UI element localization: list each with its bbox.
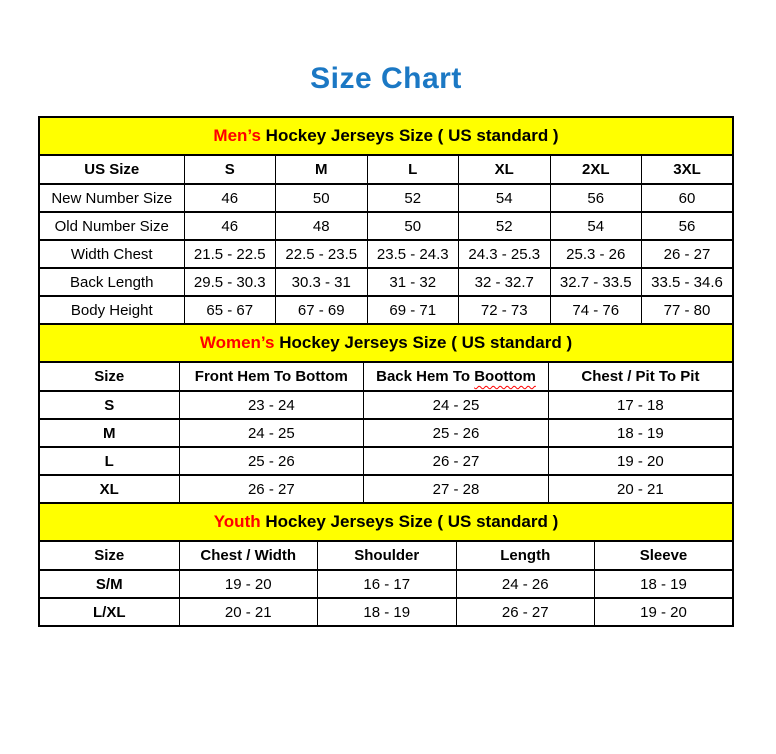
cell-value: 69 - 71 xyxy=(367,296,459,324)
row-label: New Number Size xyxy=(39,184,184,212)
cell-value: 23.5 - 24.3 xyxy=(367,240,459,268)
table-row xyxy=(39,296,733,324)
cell-value: 52 xyxy=(459,212,551,240)
cell-value: 19 - 20 xyxy=(595,598,734,626)
cell-value: 46 xyxy=(184,212,276,240)
cell-value: 27 - 28 xyxy=(364,475,549,503)
cell-value: 32.7 - 33.5 xyxy=(550,268,642,296)
cell-value: 24.3 - 25.3 xyxy=(459,240,551,268)
column-header: US Size xyxy=(39,155,184,184)
section-heading-highlight: Men’s xyxy=(213,126,261,145)
cell-value: 24 - 26 xyxy=(456,570,595,598)
column-header: Shoulder xyxy=(318,541,457,570)
row-label: Old Number Size xyxy=(39,212,184,240)
cell-value: 77 - 80 xyxy=(642,296,734,324)
column-header: Size xyxy=(39,541,179,570)
column-header-text: Back Hem To xyxy=(376,368,475,385)
cell-value: 54 xyxy=(550,212,642,240)
cell-value: 72 - 73 xyxy=(459,296,551,324)
table-row xyxy=(39,240,733,268)
womens-section-heading xyxy=(39,324,733,362)
section-heading-rest: Hockey Jerseys Size ( US standard ) xyxy=(260,126,559,145)
cell-value: 26 - 27 xyxy=(179,475,364,503)
column-header: Length xyxy=(456,541,595,570)
column-header: Sleeve xyxy=(595,541,734,570)
section-heading-highlight: Youth xyxy=(213,512,261,531)
cell-value: 48 xyxy=(276,212,368,240)
cell-value: 25.3 - 26 xyxy=(550,240,642,268)
cell-value: 26 - 27 xyxy=(642,240,734,268)
row-label: S xyxy=(39,391,179,419)
cell-value: 24 - 25 xyxy=(179,419,364,447)
misspelled-word: Boottom xyxy=(474,368,536,385)
column-header xyxy=(364,362,549,391)
cell-value: 25 - 26 xyxy=(364,419,549,447)
cell-value: 31 - 32 xyxy=(367,268,459,296)
table-row xyxy=(39,184,733,212)
column-header: Chest / Pit To Pit xyxy=(548,362,733,391)
row-label: XL xyxy=(39,475,179,503)
column-header: 3XL xyxy=(642,155,734,184)
row-label: L/XL xyxy=(39,598,179,626)
row-label: Width Chest xyxy=(39,240,184,268)
table-row xyxy=(39,447,733,475)
cell-value: 21.5 - 22.5 xyxy=(184,240,276,268)
column-header: Size xyxy=(39,362,179,391)
cell-value: 65 - 67 xyxy=(184,296,276,324)
mens-column-header-row xyxy=(39,155,733,184)
cell-value: 30.3 - 31 xyxy=(276,268,368,296)
column-header: L xyxy=(367,155,459,184)
womens-section-band xyxy=(39,324,733,362)
cell-value: 22.5 - 23.5 xyxy=(276,240,368,268)
cell-value: 18 - 19 xyxy=(318,598,457,626)
column-header: Chest / Width xyxy=(179,541,318,570)
cell-value: 54 xyxy=(459,184,551,212)
cell-value: 46 xyxy=(184,184,276,212)
table-row xyxy=(39,475,733,503)
table-row xyxy=(39,570,733,598)
row-label: L xyxy=(39,447,179,475)
youth-section-band xyxy=(39,503,733,541)
table-row xyxy=(39,391,733,419)
column-header: XL xyxy=(459,155,551,184)
cell-value: 18 - 19 xyxy=(548,419,733,447)
table-row xyxy=(39,212,733,240)
cell-value: 26 - 27 xyxy=(456,598,595,626)
cell-value: 17 - 18 xyxy=(548,391,733,419)
mens-section-heading xyxy=(39,117,733,155)
section-heading-rest: Hockey Jerseys Size ( US standard ) xyxy=(274,333,573,352)
cell-value: 20 - 21 xyxy=(179,598,318,626)
cell-value: 56 xyxy=(642,212,734,240)
table-row xyxy=(39,598,733,626)
row-label: S/M xyxy=(39,570,179,598)
womens-size-table xyxy=(38,323,734,504)
row-label: Body Height xyxy=(39,296,184,324)
cell-value: 52 xyxy=(367,184,459,212)
cell-value: 50 xyxy=(276,184,368,212)
cell-value: 29.5 - 30.3 xyxy=(184,268,276,296)
cell-value: 25 - 26 xyxy=(179,447,364,475)
mens-section-band xyxy=(39,117,733,155)
cell-value: 19 - 20 xyxy=(179,570,318,598)
table-row xyxy=(39,419,733,447)
column-header: 2XL xyxy=(550,155,642,184)
cell-value: 20 - 21 xyxy=(548,475,733,503)
cell-value: 23 - 24 xyxy=(179,391,364,419)
cell-value: 56 xyxy=(550,184,642,212)
cell-value: 33.5 - 34.6 xyxy=(642,268,734,296)
cell-value: 19 - 20 xyxy=(548,447,733,475)
cell-value: 32 - 32.7 xyxy=(459,268,551,296)
youth-size-table xyxy=(38,502,734,627)
youth-section-heading xyxy=(39,503,733,541)
column-header: Front Hem To Bottom xyxy=(179,362,364,391)
cell-value: 16 - 17 xyxy=(318,570,457,598)
cell-value: 67 - 69 xyxy=(276,296,368,324)
cell-value: 24 - 25 xyxy=(364,391,549,419)
mens-size-table xyxy=(38,116,734,325)
cell-value: 74 - 76 xyxy=(550,296,642,324)
section-heading-rest: Hockey Jerseys Size ( US standard ) xyxy=(260,512,559,531)
cell-value: 50 xyxy=(367,212,459,240)
size-chart-page xyxy=(0,62,776,627)
youth-column-header-row xyxy=(39,541,733,570)
table-row xyxy=(39,268,733,296)
page-title: Size Chart xyxy=(310,62,462,95)
cell-value: 26 - 27 xyxy=(364,447,549,475)
cell-value: 18 - 19 xyxy=(595,570,734,598)
column-header: S xyxy=(184,155,276,184)
column-header: M xyxy=(276,155,368,184)
section-heading-highlight: Women’s xyxy=(199,333,275,352)
size-chart-tables xyxy=(38,116,776,627)
womens-column-header-row xyxy=(39,362,733,391)
row-label: M xyxy=(39,419,179,447)
row-label: Back Length xyxy=(39,268,184,296)
cell-value: 60 xyxy=(642,184,734,212)
